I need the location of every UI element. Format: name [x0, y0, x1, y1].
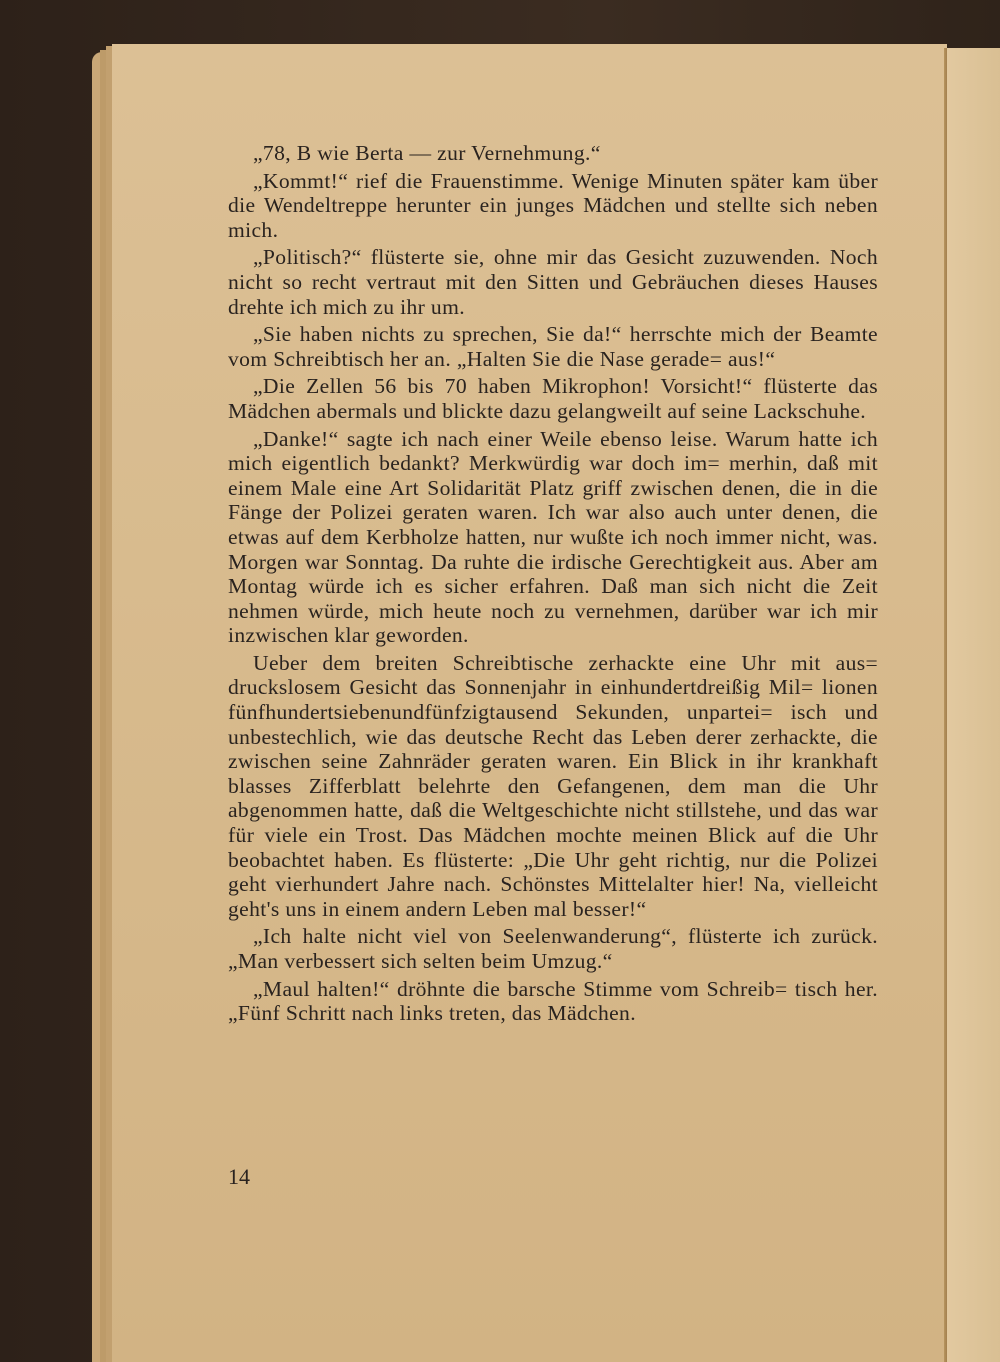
paragraph: „Ich halte nicht viel von Seelenwanderung“, flüsterte ich zurück. „Man verbessert sich selten beim Umzug.“ — [228, 924, 878, 973]
page-text — [228, 141, 878, 1026]
paragraph: „Kommt!“ rief die Frauenstimme. Wenige Minuten später kam über die Wendeltreppe herunter ein junges Mädchen und stellte sich neben mich. — [228, 168, 878, 242]
paragraph: „78, B wie Berta — zur Vernehmung.“ — [253, 141, 601, 165]
paragraph: „Die Zellen 56 bis 70 haben Mikrophon! Vorsicht!“ flüsterte das Mädchen abermals und blickte dazu gelangweilt auf seine Lackschuhe. — [228, 374, 878, 423]
paragraph: „Politisch?“ flüsterte sie, ohne mir das Gesicht zuzuwenden. Noch nicht so recht vertraut mit den Sitten und Gebräuchen dieses Hauses drehte ich mich zu ihr um. — [228, 245, 878, 319]
paragraph: Ueber dem breiten Schreibtische zerhackte eine Uhr mit aus= druckslosem Gesicht das Sonnenjahr in einhundertdreißig Mil= lionen fünfhundertsiebenundfünfzigtausend Sekunden, unpartei= isch und unbestechlich, wie das deutsche Recht das Leben derer zerhackte, die zwischen seine Zahnräder geraten waren. Ein Blick in ihr krankhaft blasses Zifferblatt belehrte den Gefangenen, dem man die Uhr abgenommen hatte, daß die Weltgeschichte nicht stillstehe, und das war für viele ein Trost. Das Mädchen mochte meinen Blick auf die Uhr beobachtet haben. Es flüsterte: „Die Uhr geht richtig, nur die Polizei geht vierhundert Jahre nach. Schönstes Mittelalter hier! Na, vielleicht geht's uns in einem andern Leben mal besser!“ — [228, 650, 878, 921]
facing-page-edge — [947, 48, 1000, 1362]
paragraph: „Maul halten!“ dröhnte die barsche Stimme vom Schreib= tisch her. „Fünf Schritt nach links treten, das Mädchen. — [228, 976, 878, 1026]
paragraph: „Sie haben nichts zu sprechen, Sie da!“ herrschte mich der Beamte vom Schreibtisch her an. „Halten Sie die Nase gerade= aus!“ — [228, 322, 878, 371]
page-number: 14 — [228, 1164, 250, 1189]
paragraph: „Danke!“ sagte ich nach einer Weile ebenso leise. Warum hatte ich mich eigentlich bedankt? Merkwürdig war doch im= merhin, daß mit einem Male eine Art Solidarität Platz griff zwischen denen, die in die Fänge der Polizei geraten waren. Ich war also auch unter denen, die etwas auf dem Kerbholze hatten, nur wußte ich noch immer nicht, was. Morgen war Sonntag. Da ruhte die irdische Gerechtigkeit aus. Aber am Montag würde ich es sicher erfahren. Daß man sich nicht die Zeit nehmen würde, mich heute noch zu vernehmen, darüber war ich mir inzwischen klar geworden. — [228, 426, 878, 648]
